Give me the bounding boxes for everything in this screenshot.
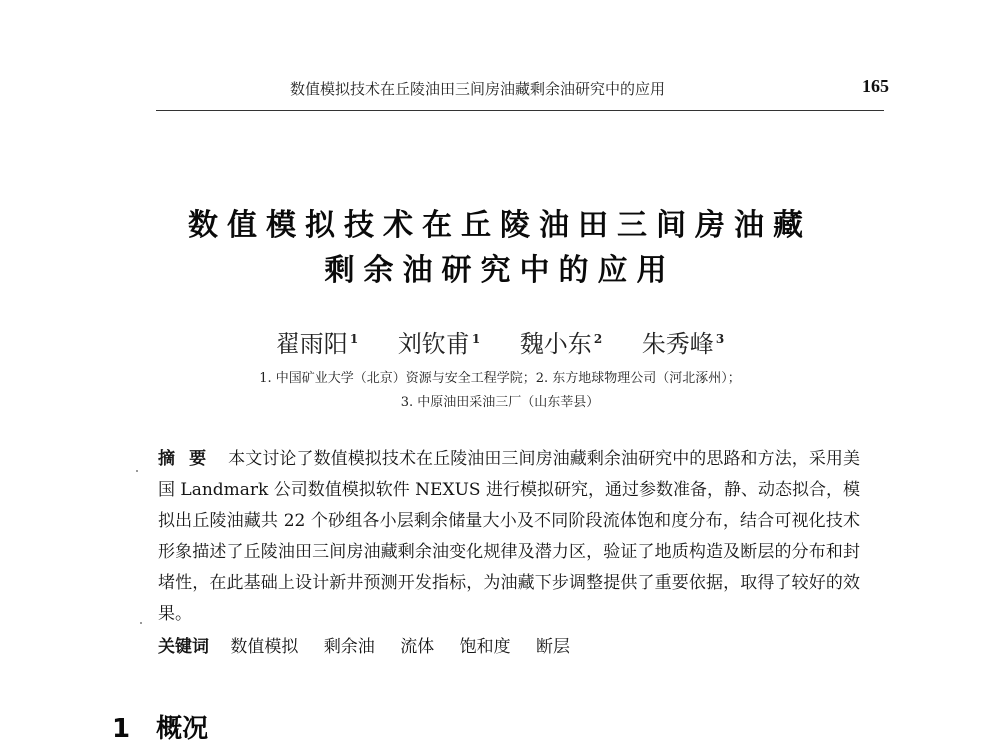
author-affil-mark: 3 [715,332,725,346]
keyword: 流体 [400,637,435,657]
author-1 [276,324,358,359]
author-name: 刘钦甫 [397,330,470,358]
section-number: 1 [112,714,131,744]
section-title: 概况 [156,714,209,744]
author-3 [520,324,602,359]
author-affil-mark: 1 [471,332,481,346]
keywords [158,632,860,657]
keyword: 饱和度 [459,637,511,657]
running-title: 数值模拟技术在丘陵油田三间房油藏剩余油研究中的应用 [290,80,666,98]
affiliation-line-1: 1. 中国矿业大学（北京）资源与安全工程学院；2. 东方地球物理公司（河北涿州）； [259,371,741,386]
author-name: 魏小东 [519,330,592,358]
keyword: 数值模拟 [230,637,299,657]
affiliation-line-2: 3. 中原油田采油三厂（山东莘县） [400,395,600,410]
scan-speck [140,622,142,624]
author-name: 朱秀峰 [641,330,714,358]
author-list [0,324,1000,359]
paper-title-line-2: 剩余油研究中的应用 [324,253,676,288]
keywords-label: 关键词 [158,637,209,657]
keyword: 断层 [536,637,571,657]
scan-speck [136,470,138,472]
keyword: 剩余油 [323,637,375,657]
author-4 [642,324,724,359]
running-header [0,78,1000,104]
abstract [158,444,860,630]
author-affil-mark: 2 [593,332,603,346]
abstract-text: 本文讨论了数值模拟技术在丘陵油田三间房油藏剩余油研究中的思路和方法，采用美国 Landmark 公司数值模拟软件 NEXUS 进行模拟研究，通过参数准备，静、动态拟合，模拟出丘陵油藏共 22 个砂组各小层剩余储量大小及不同阶段流体饱和度分布，结合可视化技术形象描述了丘陵油田三间房油藏剩余油变化规律及潜力区，验证了地质构造及断层的分布和封堵性，在此基础上设计新井预测开发指标，为油藏下步调整提供了重要依据，取得了较好的效果。 [158,449,861,624]
author-2 [398,324,480,359]
paper-title-line-1: 数值模拟技术在丘陵油田三间房油藏 [188,208,812,243]
author-affil-mark: 1 [349,332,359,346]
abstract-label: 摘要 [158,449,221,469]
page-number: 165 [862,76,889,96]
author-name: 翟雨阳 [275,330,348,358]
header-rule [156,110,884,111]
